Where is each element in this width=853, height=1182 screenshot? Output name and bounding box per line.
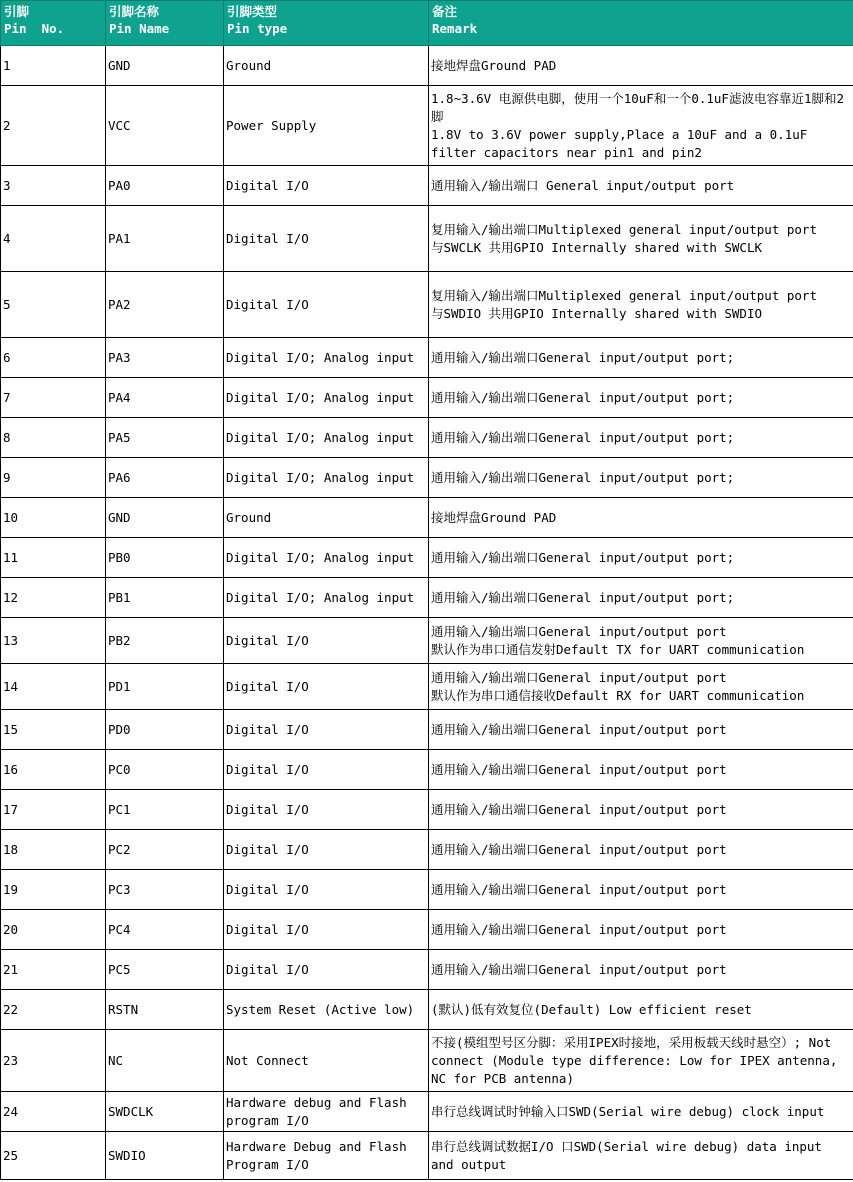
pin-no-cell: 11 — [1, 538, 106, 578]
remark-cell — [429, 1132, 853, 1180]
remark-line: 通用输入/输出端口General input/output port — [431, 801, 727, 817]
header-pin-no — [1, 1, 106, 46]
pin-name-cell: PA1 — [106, 206, 224, 272]
pin-type-cell: Digital I/O — [224, 950, 429, 990]
pin-no-cell: 4 — [1, 206, 106, 272]
pin-name-cell: PA5 — [106, 418, 224, 458]
pin-no-cell: 8 — [1, 418, 106, 458]
remark-cell — [429, 498, 853, 538]
pin-type-cell: Digital I/O — [224, 910, 429, 950]
pin-no-cell: 3 — [1, 166, 106, 206]
pin-type-cell: Digital I/O — [224, 206, 429, 272]
pin-type-cell: Digital I/O — [224, 166, 429, 206]
remark-cell — [429, 870, 853, 910]
remark-cell — [429, 86, 853, 166]
pin-no-cell: 23 — [1, 1030, 106, 1092]
header-pin-no-en: Pin No. — [4, 21, 65, 36]
remark-line: 接地焊盘Ground PAD — [431, 509, 557, 525]
pin-name-cell: PC3 — [106, 870, 224, 910]
header-pin-no-cn: 引脚 — [4, 4, 30, 19]
header-pin-type — [224, 1, 429, 46]
pin-no-cell: 21 — [1, 950, 106, 990]
remark-line: 通用输入/输出端口General input/output port — [431, 669, 727, 685]
table-row — [1, 46, 853, 86]
pin-type-cell: Digital I/O — [224, 272, 429, 338]
remark-line: 通用输入/输出端口General input/output port; — [431, 389, 735, 405]
header-pin-type-cn: 引脚类型 — [227, 4, 278, 19]
table-row — [1, 910, 853, 950]
table-row — [1, 870, 853, 910]
table-row — [1, 86, 853, 166]
remark-cell — [429, 910, 853, 950]
table-row — [1, 990, 853, 1030]
remark-cell — [429, 538, 853, 578]
pin-type-cell: Digital I/O; Analog input — [224, 538, 429, 578]
pin-name-cell: PC2 — [106, 830, 224, 870]
pin-name-cell: PA4 — [106, 378, 224, 418]
header-remark — [429, 1, 853, 46]
header-remark-cn: 备注 — [432, 4, 458, 19]
remark-line: 通用输入/输出端口General input/output port; — [431, 589, 735, 605]
pin-type-cell: Digital I/O — [224, 710, 429, 750]
table-row — [1, 272, 853, 338]
header-pin-type-en: Pin type — [227, 21, 288, 36]
remark-line: 通用输入/输出端口General input/output port — [431, 921, 727, 937]
pin-name-cell: PD0 — [106, 710, 224, 750]
pin-type-cell: Hardware Debug and Flash Program I/O — [224, 1132, 429, 1180]
pin-name-cell: PC5 — [106, 950, 224, 990]
remark-cell — [429, 166, 853, 206]
remark-line: 通用输入/输出端口General input/output port — [431, 881, 727, 897]
remark-line: 不接(模组型号区分脚：采用IPEX时接地，采用板载天线时悬空）; Not connect (Module type difference: Low for IPEX antenna, NC for PCB antenna) — [431, 1034, 838, 1086]
pin-type-cell: Digital I/O — [224, 664, 429, 710]
table-row — [1, 538, 853, 578]
pin-name-cell: NC — [106, 1030, 224, 1092]
remark-cell — [429, 272, 853, 338]
pin-no-cell: 7 — [1, 378, 106, 418]
remark-line: 通用输入/输出端口 General input/output port — [431, 177, 735, 193]
pin-type-cell: Digital I/O — [224, 750, 429, 790]
remark-line: 复用输入/输出端口Multiplexed general input/output port — [431, 221, 817, 237]
table-row — [1, 1030, 853, 1092]
table-row — [1, 1132, 853, 1180]
table-row — [1, 664, 853, 710]
remark-line: (默认)低有效复位(Default) Low efficient reset — [431, 1001, 752, 1017]
pin-no-cell: 1 — [1, 46, 106, 86]
pin-name-cell: SWDCLK — [106, 1092, 224, 1132]
remark-line: 串行总线调试数据I/O 口SWD(Serial wire debug) data input and output — [431, 1138, 822, 1172]
remark-cell — [429, 664, 853, 710]
remark-line: 1.8~3.6V 电源供电脚，使用一个10uF和一个0.1uF滤波电容靠近1脚和2脚 — [431, 90, 845, 124]
remark-cell — [429, 750, 853, 790]
table-row — [1, 338, 853, 378]
pin-no-cell: 15 — [1, 710, 106, 750]
table-row — [1, 750, 853, 790]
pin-name-cell: RSTN — [106, 990, 224, 1030]
pin-no-cell: 17 — [1, 790, 106, 830]
pin-type-cell: Digital I/O — [224, 790, 429, 830]
pin-no-cell: 5 — [1, 272, 106, 338]
table-row — [1, 830, 853, 870]
remark-line: 通用输入/输出端口General input/output port — [431, 623, 727, 639]
pin-no-cell: 19 — [1, 870, 106, 910]
header-pin-name-cn: 引脚名称 — [109, 4, 160, 19]
remark-line: 通用输入/输出端口General input/output port — [431, 721, 727, 737]
remark-cell — [429, 790, 853, 830]
pin-name-cell: PD1 — [106, 664, 224, 710]
pin-no-cell: 25 — [1, 1132, 106, 1180]
pin-type-cell: Not Connect — [224, 1030, 429, 1092]
pin-no-cell: 18 — [1, 830, 106, 870]
table-row — [1, 458, 853, 498]
pin-type-cell: Digital I/O; Analog input — [224, 418, 429, 458]
pin-no-cell: 9 — [1, 458, 106, 498]
pin-no-cell: 14 — [1, 664, 106, 710]
remark-line: 与SWCLK 共用GPIO Internally shared with SWCLK — [431, 239, 762, 255]
header-pin-name-en: Pin Name — [109, 21, 170, 36]
table-row — [1, 790, 853, 830]
pin-no-cell: 10 — [1, 498, 106, 538]
remark-cell — [429, 990, 853, 1030]
pin-type-cell: Power Supply — [224, 86, 429, 166]
remark-line: 复用输入/输出端口Multiplexed general input/output port — [431, 287, 817, 303]
pin-name-cell: PA6 — [106, 458, 224, 498]
remark-line: 1.8V to 3.6V power supply,Place a 10uF and a 0.1uF filter capacitors near pin1 and pin2 — [431, 126, 808, 160]
remark-line: 通用输入/输出端口General input/output port — [431, 841, 727, 857]
remark-cell — [429, 950, 853, 990]
table-row — [1, 1092, 853, 1132]
pin-name-cell: GND — [106, 46, 224, 86]
table-row — [1, 950, 853, 990]
pin-type-cell: Digital I/O — [224, 830, 429, 870]
remark-cell — [429, 1030, 853, 1092]
pin-type-cell: Digital I/O; Analog input — [224, 378, 429, 418]
remark-line: 默认作为串口通信接收Default RX for UART communication — [431, 687, 805, 703]
pin-name-cell: PB0 — [106, 538, 224, 578]
remark-line: 与SWDIO 共用GPIO Internally shared with SWDIO — [431, 305, 762, 321]
remark-cell — [429, 378, 853, 418]
pin-name-cell: PC4 — [106, 910, 224, 950]
remark-cell — [429, 418, 853, 458]
pin-name-cell: PC0 — [106, 750, 224, 790]
table-row — [1, 378, 853, 418]
remark-line: 通用输入/输出端口General input/output port — [431, 961, 727, 977]
remark-line: 通用输入/输出端口General input/output port; — [431, 469, 735, 485]
remark-cell — [429, 1092, 853, 1132]
pin-no-cell: 24 — [1, 1092, 106, 1132]
remark-cell — [429, 46, 853, 86]
table-row — [1, 578, 853, 618]
pin-type-cell: Digital I/O — [224, 870, 429, 910]
pin-name-cell: PA0 — [106, 166, 224, 206]
remark-line: 默认作为串口通信发射Default TX for UART communication — [431, 641, 805, 657]
pin-name-cell: PC1 — [106, 790, 224, 830]
remark-cell — [429, 458, 853, 498]
pin-type-cell: Digital I/O; Analog input — [224, 338, 429, 378]
pin-name-cell: GND — [106, 498, 224, 538]
pin-type-cell: Ground — [224, 46, 429, 86]
pin-type-cell: Digital I/O; Analog input — [224, 458, 429, 498]
table-row — [1, 498, 853, 538]
header-pin-name — [106, 1, 224, 46]
pin-type-cell: Digital I/O — [224, 618, 429, 664]
pin-no-cell: 12 — [1, 578, 106, 618]
pin-type-cell: Ground — [224, 498, 429, 538]
remark-cell — [429, 338, 853, 378]
pin-name-cell: SWDIO — [106, 1132, 224, 1180]
remark-line: 通用输入/输出端口General input/output port — [431, 761, 727, 777]
pin-no-cell: 2 — [1, 86, 106, 166]
table-row — [1, 206, 853, 272]
pin-name-cell: VCC — [106, 86, 224, 166]
pin-name-cell: PB2 — [106, 618, 224, 664]
pin-name-cell: PA2 — [106, 272, 224, 338]
pin-no-cell: 6 — [1, 338, 106, 378]
table-row — [1, 618, 853, 664]
remark-cell — [429, 618, 853, 664]
table-row — [1, 710, 853, 750]
table-row — [1, 166, 853, 206]
pin-no-cell: 20 — [1, 910, 106, 950]
remark-line: 通用输入/输出端口General input/output port; — [431, 549, 735, 565]
remark-line: 接地焊盘Ground PAD — [431, 57, 557, 73]
remark-cell — [429, 710, 853, 750]
remark-cell — [429, 578, 853, 618]
pin-no-cell: 22 — [1, 990, 106, 1030]
pin-name-cell: PA3 — [106, 338, 224, 378]
header-remark-en: Remark — [432, 21, 478, 36]
pin-type-cell: Digital I/O; Analog input — [224, 578, 429, 618]
header-row — [1, 1, 853, 46]
pin-table-body — [1, 46, 853, 1180]
pin-no-cell: 16 — [1, 750, 106, 790]
pin-name-cell: PB1 — [106, 578, 224, 618]
remark-line: 通用输入/输出端口General input/output port; — [431, 349, 735, 365]
remark-cell — [429, 830, 853, 870]
pin-type-cell: System Reset (Active low) — [224, 990, 429, 1030]
table-row — [1, 418, 853, 458]
pin-no-cell: 13 — [1, 618, 106, 664]
remark-line: 通用输入/输出端口General input/output port; — [431, 429, 735, 445]
pin-type-cell: Hardware debug and Flash program I/O — [224, 1092, 429, 1132]
remark-cell — [429, 206, 853, 272]
remark-line: 串行总线调试时钟输入口SWD(Serial wire debug) clock input — [431, 1103, 825, 1119]
